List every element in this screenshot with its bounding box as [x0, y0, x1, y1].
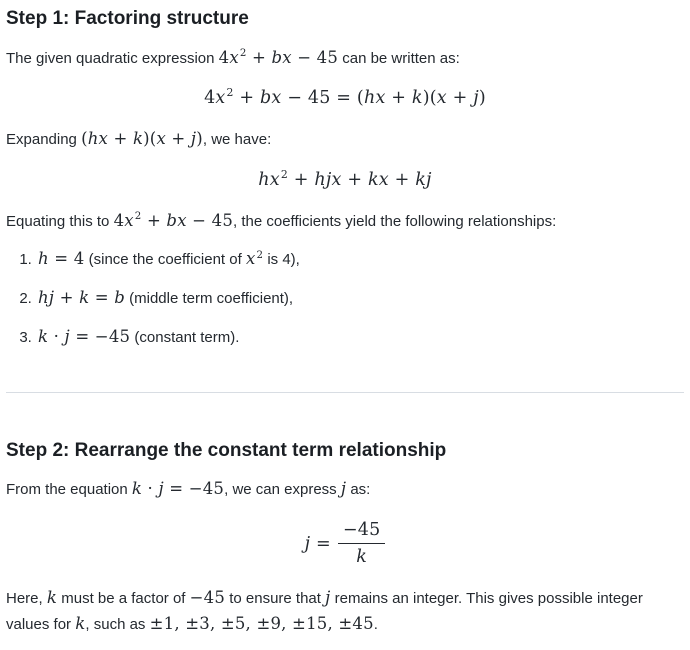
display-equation-expanded-form [6, 170, 684, 190]
equation-factored-form-text: $4x^2$ + bx − 45 = (hx + k)(x + j) [204, 86, 486, 109]
relationships-list [6, 247, 684, 349]
fraction-denominator: k [356, 547, 368, 567]
step-2-heading: Step 2: Rearrange the constant term relationship [6, 439, 447, 461]
section-divider [6, 392, 684, 393]
step-1-expanding-paragraph: Expanding (hx + k)(x + j), we have: [6, 129, 272, 149]
list-item-coefficient-h: 1. h = 4 (since the coefficient of $x^2$ is 4), [36, 247, 684, 272]
fraction [338, 520, 386, 567]
section-step-2 [6, 439, 684, 636]
fraction-lhs: j = [304, 533, 331, 554]
step-1-intro-paragraph: The given quadratic expression $4x^2$ + bx − 45 can be written as: [6, 47, 460, 67]
fraction-numerator: −45 [338, 520, 386, 544]
section-step-1 [6, 7, 684, 350]
step-1-heading: Step 1: Factoring structure [6, 8, 249, 29]
display-equation-factored-form [6, 88, 684, 108]
equation-expanded-form-text: $hx^2$ + hjx + kx + kj [258, 168, 432, 190]
list-item-middle-term: 2. hj + k = b (middle term coefficient), [36, 286, 684, 311]
list-item-constant-term: 3. k · j = −45 (constant term). [36, 325, 684, 350]
display-equation-j-fraction [6, 520, 684, 567]
step-1-equating-paragraph: Equating this to $4x^2$ + bx − 45, the coefficients yield the following relationships: [6, 210, 557, 230]
step-2-intro-paragraph: From the equation k · j = −45, we can express j as: [6, 479, 371, 499]
step-2-factor-paragraph: Here, k must be a factor of −45 to ensure that j remains an integer. This gives possible integer values for k, such as ±1, ±3, ±5, ±9, ±15, ±45. [6, 588, 643, 633]
